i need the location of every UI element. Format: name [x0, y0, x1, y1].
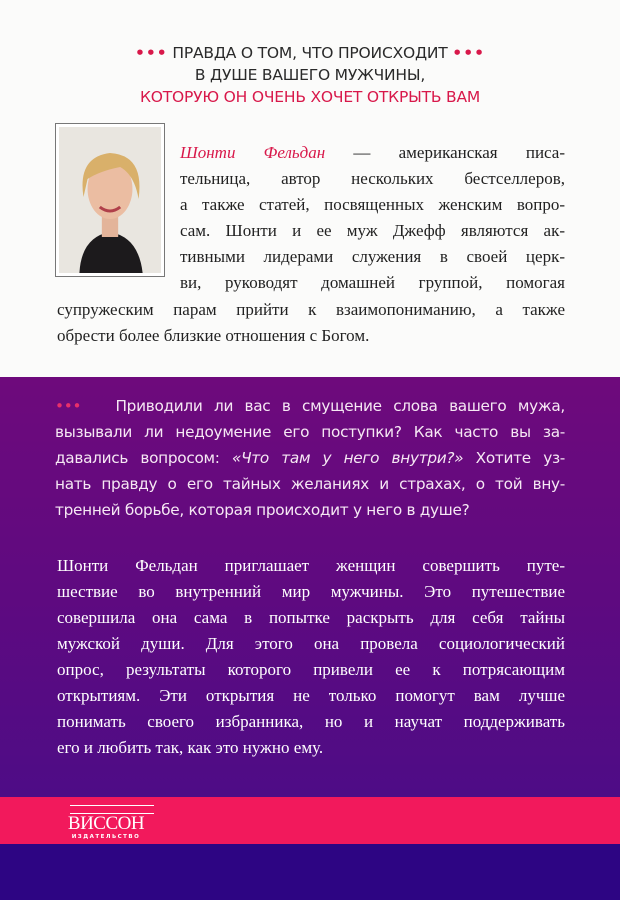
bio-line: [180, 143, 565, 163]
teaser-line: [55, 396, 565, 416]
teaser-line: вызывали ли недоумение его поступки? Как часто вы за-: [55, 423, 565, 441]
bio-line: обрести более близкие отношения с Богом.: [57, 326, 370, 345]
description-line: Шонти Фельдан приглашает женщин совершить путе-: [57, 556, 565, 575]
teaser-text: давались вопросом:: [55, 449, 232, 467]
bio-line: тельница, автор нескольких бестселлеров,: [180, 169, 565, 188]
logo-stripes: [70, 805, 154, 814]
dots-ornament: •••: [55, 397, 82, 415]
tagline-line3: КОТОРУЮ ОН ОЧЕНЬ ХОЧЕТ ОТКРЫТЬ ВАМ: [139, 88, 481, 106]
description-line: понимать своего избранника, но и научат поддерживать: [57, 712, 565, 731]
publisher-name: ВИССОН: [67, 813, 145, 834]
description-line: его и любить так, как это нужно ему.: [57, 738, 324, 757]
bio-line: а также статей, посвященных женским вопро-: [180, 195, 565, 214]
bottom-band: [0, 844, 620, 900]
tagline: [0, 42, 620, 108]
description-line: открытиям. Эти открытия не только помогут вам лучше: [57, 686, 565, 705]
dots-ornament: •••: [134, 44, 168, 62]
description-line: совершила она сама в попытке раскрыть для себя тайны: [57, 608, 565, 627]
bio-line: супружеским парам прийти к взаимопониманию, а также: [57, 300, 565, 319]
author-photo: [55, 123, 165, 277]
tagline-line2: В ДУШЕ ВАШЕГО МУЖЧИНЫ,: [194, 66, 426, 84]
teaser-quote: «Что там у него внутри?»: [231, 449, 464, 467]
publisher-subtitle: ИЗДАТЕЛЬСТВО: [71, 834, 141, 840]
teaser-line: тренней борьбе, которая происходит у него в душе?: [55, 501, 470, 519]
description-line: опрос, результаты которого привели ее к потрясающим: [57, 660, 565, 679]
dots-ornament: •••: [452, 44, 486, 62]
bio-line: сам. Шонти и ее муж Джефф являются ак-: [180, 221, 565, 240]
author-name: Шонти Фельдан: [180, 143, 326, 162]
bio-text: — американская писа-: [353, 143, 566, 162]
bio-line: ви, руководят домашней группой, помогая: [180, 273, 565, 292]
teaser-text: Хотите уз-: [463, 449, 565, 467]
teaser-line: [55, 448, 565, 468]
description-line: шествие во внутренний мир мужчины. Это путешествие: [57, 582, 565, 601]
tagline-line1: ПРАВДА О ТОМ, ЧТО ПРОИСХОДИТ: [172, 44, 448, 62]
publisher-logo: [58, 805, 154, 841]
teaser-line: нать правду о его тайных желаниях и страхах, о той вну-: [55, 475, 565, 493]
bio-line: тивными лидерами служения в своей церк-: [180, 247, 565, 266]
description-line: мужской души. Для этого она провела социологический: [57, 634, 565, 653]
teaser-text: Приводили ли вас в смущение слова вашего мужа,: [115, 397, 565, 415]
